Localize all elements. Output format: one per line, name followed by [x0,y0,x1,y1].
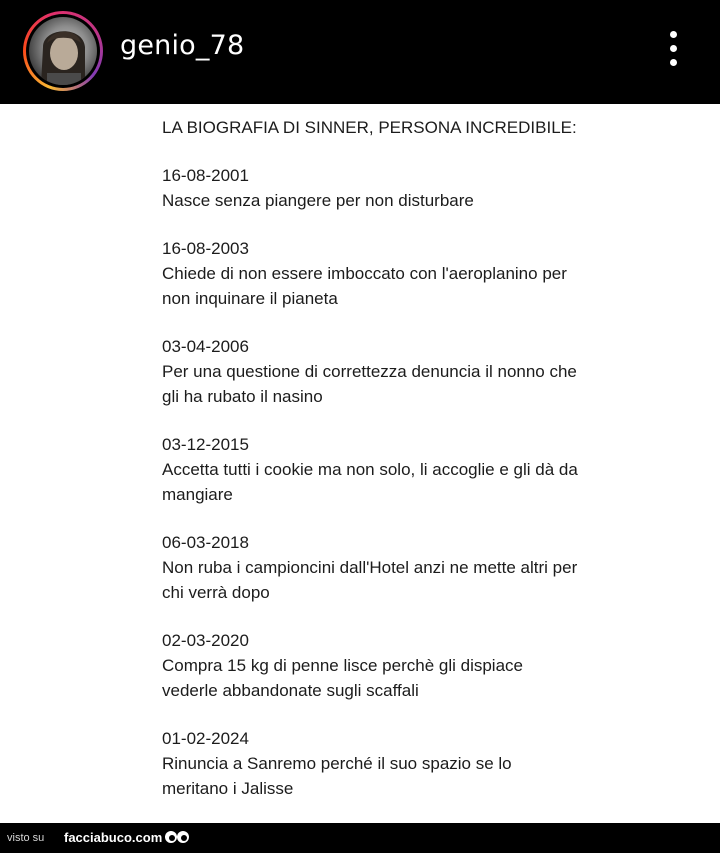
avatar[interactable] [23,11,103,91]
entry-text: Non ruba i campioncini dall'Hotel anzi ne mette altri per chi verrà dopo [162,558,578,602]
timeline-entry [162,530,582,605]
entry-date: 16-08-2003 [162,239,249,258]
avatar-ring-gap [26,14,100,88]
entry-date: 03-12-2015 [162,435,249,454]
post-title: LA BIOGRAFIA DI SINNER, PERSONA INCREDIBILE: [162,118,577,137]
timeline-entry [162,726,582,801]
entry-date: 03-04-2006 [162,337,249,356]
timeline-entry [162,628,582,703]
timeline-entry [162,163,582,213]
entry-date: 16-08-2001 [162,166,249,185]
entry-text: Nasce senza piangere per non disturbare [162,191,474,210]
timeline-entry [162,432,582,507]
entry-text: Chiede di non essere imboccato con l'aeroplanino per non inquinare il pianeta [162,264,567,308]
entry-text: Accetta tutti i cookie ma non solo, li accoglie e gli dà da mangiare [162,460,578,504]
watermark-bar [0,823,720,853]
avatar-image [29,17,97,85]
post-text [162,115,582,824]
entry-text: Compra 15 kg di penne lisce perchè gli dispiace vederle abbandonate sugli scaffali [162,656,523,700]
entry-text: Rinuncia a Sanremo perché il suo spazio se lo meritano i Jalisse [162,754,512,798]
entry-date: 06-03-2018 [162,533,249,552]
username[interactable]: genio_78 [120,30,245,61]
eyes-logo-icon [164,828,190,848]
site-name[interactable]: facciabuco.com [64,830,163,845]
timeline-entry [162,236,582,311]
entry-date: 02-03-2020 [162,631,249,650]
entry-date: 01-02-2024 [162,729,249,748]
profile-header [0,0,720,104]
entry-text: Per una questione di correttezza denuncia il nonno che gli ha rubato il nasino [162,362,577,406]
more-options-icon[interactable] [662,28,686,72]
timeline-entry [162,334,582,409]
visto-su-label: visto su [7,832,45,844]
avatar-face-icon [29,17,97,85]
